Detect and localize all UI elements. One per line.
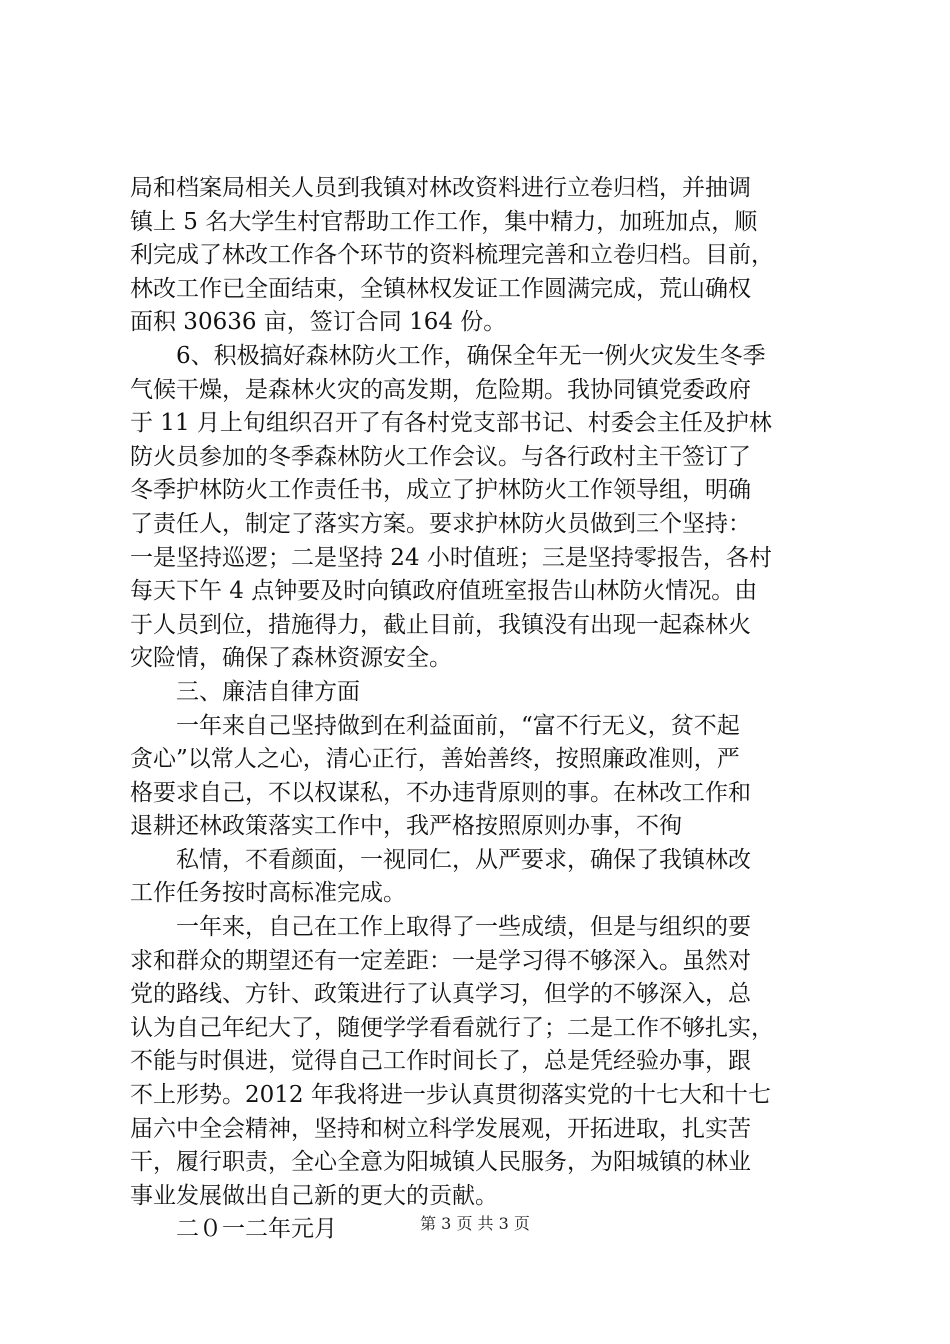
text-line: 工作任务按时高标准完成。 (130, 880, 406, 907)
text-line: 三、廉洁自律方面 (176, 678, 360, 705)
text-line: 格要求自己，不以权谋私，不办违背原则的事。在林改工作和 (130, 779, 751, 806)
text-line: 求和群众的期望还有一定差距：一是学习得不够深入。虽然对 (130, 947, 751, 974)
text-line: 面积 30636 亩，签订合同 164 份。 (130, 309, 507, 336)
text-line: 不能与时俱进，觉得自己工作时间长了，总是凭经验办事，跟 (130, 1048, 751, 1075)
text-line: 防火员参加的冬季森林防火工作会议。与各行政村主干签订了 (130, 443, 751, 470)
text-line: 届六中全会精神，坚持和树立科学发展观，开拓进取，扎实苦 (130, 1115, 751, 1142)
text-line: 灾险情，确保了森林资源安全。 (130, 645, 452, 672)
text-line: 事业发展做出自己新的更大的贡献。 (130, 1182, 498, 1209)
text-line: 林改工作已全面结束，全镇林权发证工作圆满完成，荒山确权 (130, 275, 751, 302)
text-line: 退耕还林政策落实工作中，我严格按照原则办事，不徇 (130, 813, 682, 840)
page-number-label: 第 3 页 共 3 页 (420, 1214, 530, 1233)
text-line: 不上形势。2012 年我将进一步认真贯彻落实党的十七大和十七 (130, 1082, 771, 1109)
text-line: 了责任人，制定了落实方案。要求护林防火员做到三个坚持： (130, 510, 751, 537)
text-line: 私情，不看颜面，一视同仁，从严要求，确保了我镇林改 (176, 846, 751, 873)
text-line: 一年来，自己在工作上取得了一些成绩，但是与组织的要 (176, 914, 751, 941)
text-line: 于 11 月上旬组织召开了有各村党支部书记、村委会主任及护林 (130, 410, 772, 437)
text-line: 贪心”以常人之心，清心正行，善始善终，按照廉政准则，严 (130, 746, 740, 773)
text-line: 镇上 5 名大学生村官帮助工作工作，集中精力，加班加点，顺 (130, 208, 758, 235)
page-footer (0, 1214, 950, 1234)
text-line: 干，履行职责，全心全意为阳城镇人民服务，为阳城镇的林业 (130, 1149, 751, 1176)
text-line: 认为自己年纪大了，随便学学看看就行了；二是工作不够扎实， (130, 1014, 774, 1041)
text-line: 党的路线、方针、政策进行了认真学习，但学的不够深入，总 (130, 981, 751, 1008)
text-line: 冬季护林防火工作责任书，成立了护林防火工作领导组，明确 (130, 477, 751, 504)
document-body (130, 172, 830, 1247)
text-line: 气候干燥，是森林火灾的高发期，危险期。我协同镇党委政府 (130, 376, 751, 403)
text-line: 于人员到位，措施得力，截止目前，我镇没有出现一起森林火 (130, 611, 751, 638)
text-line: 局和档案局相关人员到我镇对林改资料进行立卷归档，并抽调 (130, 175, 751, 201)
text-line: 每天下午 4 点钟要及时向镇政府值班室报告山林防火情况。由 (130, 578, 758, 605)
text-line: 利完成了林改工作各个环节的资料梳理完善和立卷归档。目前， (130, 242, 774, 269)
text-line: 一是坚持巡逻；二是坚持 24 小时值班；三是坚持零报告，各村 (130, 544, 772, 571)
text-line: 6、积极搞好森林防火工作，确保全年无一例火灾发生冬季 (176, 342, 766, 369)
text-line: 二０一二年元月 (176, 1216, 337, 1243)
text-line: 一年来自己坚持做到在利益面前，“富不行无义，贫不起 (176, 712, 740, 739)
